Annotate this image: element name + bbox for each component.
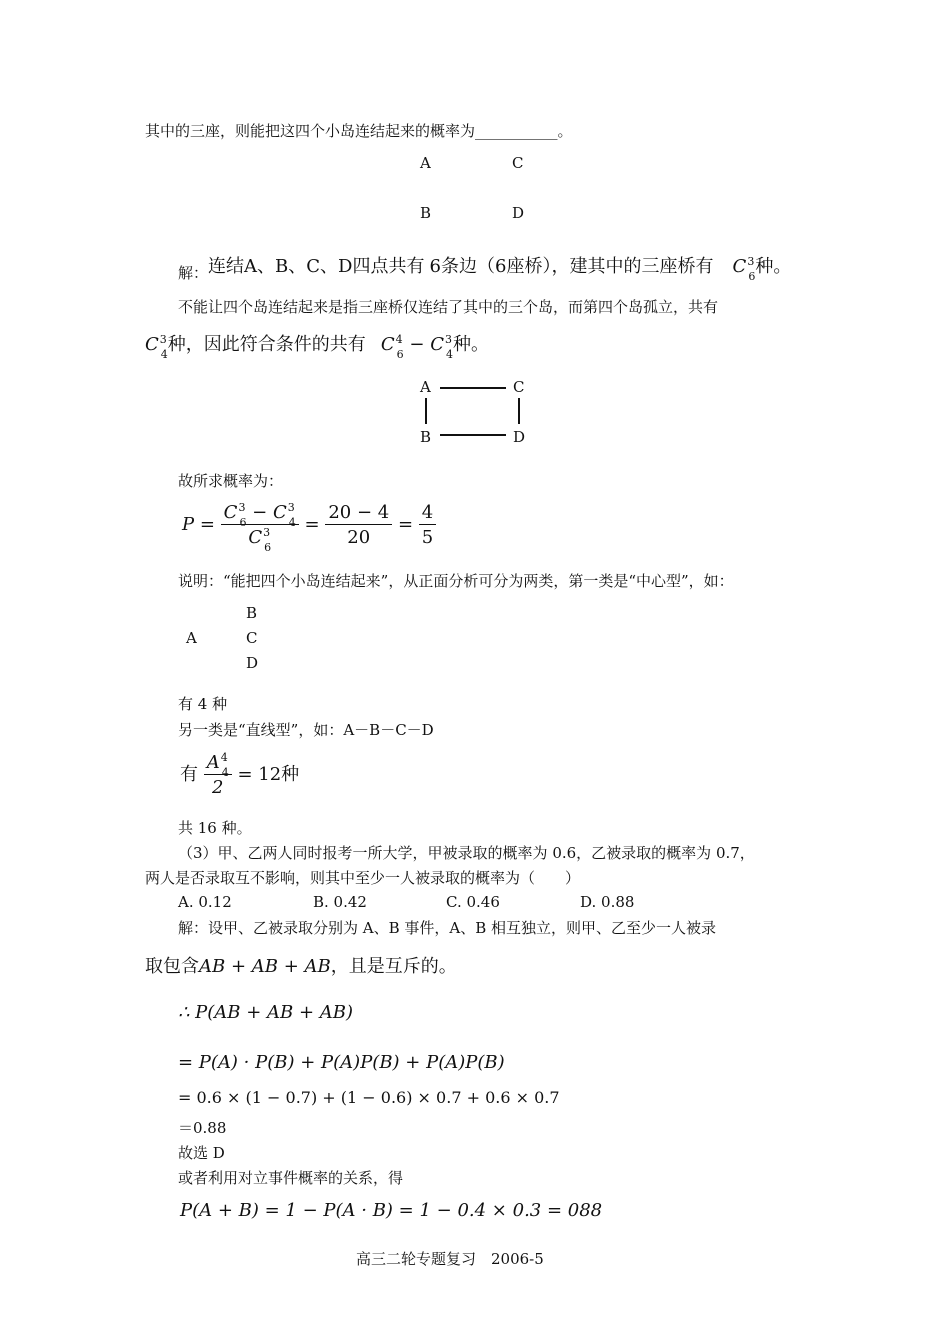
- combination-c43: [145, 333, 168, 361]
- have-prefix: 有: [180, 764, 198, 785]
- edge-cd: [518, 398, 520, 424]
- solution-text-b: 6条边（6座桥），建其中的三座桥有: [429, 256, 714, 277]
- answer-blank: ___________: [475, 122, 558, 140]
- diagram-top-c: C: [512, 154, 524, 172]
- option-a: A. 0.12: [178, 893, 232, 911]
- diagram-center-c: C: [246, 629, 258, 647]
- equation-3: = 0.6 × (1 − 0.7) + (1 − 0.6) × 0.7 + 0.6 × 0.7: [178, 1088, 560, 1107]
- c-letter: C: [430, 334, 444, 355]
- solution-text-a: 连结A、B、C、D四点共有: [208, 256, 425, 277]
- diagram-box-c: C: [513, 378, 525, 396]
- sol3-line-2: [145, 952, 457, 978]
- minus-sign: −: [246, 502, 273, 523]
- edge-ac: [440, 387, 506, 389]
- c-letter: C: [732, 256, 747, 277]
- solution-line-2: 不能让四个岛连结起来是指三座桥仅连结了其中的三个岛，而第四个岛孤立，共有: [178, 298, 719, 316]
- frac-numeric-num: 20 − 4: [325, 502, 392, 525]
- p-eq: P =: [182, 514, 215, 535]
- solution-prefix: 解：: [178, 264, 209, 282]
- c-sub: 6: [748, 270, 756, 283]
- combination-c64: [380, 333, 404, 361]
- sol3-text-b: ，且是互斥的。: [330, 956, 457, 977]
- diagram-box-a: A: [420, 378, 431, 396]
- frac-permutation: [204, 752, 232, 798]
- equation-result: ＝0.88: [178, 1119, 227, 1137]
- option-d: D. 0.88: [580, 893, 635, 911]
- c-sub: 4: [445, 348, 453, 361]
- frac-numeric-den: 20: [347, 527, 371, 548]
- c-sup: 3: [444, 333, 452, 346]
- solution-text-3a: 种，因此符合条件的共有: [167, 334, 366, 355]
- diagram-box-d: D: [513, 428, 526, 446]
- c-sup: 3: [263, 526, 271, 539]
- have-suffix: = 12种: [237, 764, 300, 785]
- equation-1: ∴ P(AB + AB + AB): [178, 1002, 354, 1023]
- eq-sign: =: [397, 514, 414, 535]
- probability-formula: [182, 501, 436, 554]
- linear-type: 另一类是“直线型”，如：A－B－C－D: [178, 721, 434, 739]
- diagram-center-a: A: [186, 629, 197, 647]
- q3-line-2: 两人是否录取互不影响，则其中至少一人被录取的概率为（ ）: [145, 869, 581, 887]
- diagram-top-b: B: [420, 204, 432, 222]
- combination-c43-b: [430, 333, 453, 361]
- c-sub: 4: [288, 516, 296, 529]
- option-b: B. 0.42: [313, 893, 367, 911]
- c-letter: C: [272, 502, 287, 523]
- or-line: 或者利用对立事件概率的关系，得: [178, 1169, 404, 1187]
- equation-2: = P(A) · P(B) + P(A)P(B) + P(A)P(B): [178, 1052, 505, 1073]
- a-sup: 4: [220, 751, 228, 764]
- a-sub: 4: [221, 766, 229, 779]
- edge-ab: [425, 398, 427, 424]
- choose-d: 故选 D: [178, 1144, 225, 1162]
- frac-result-num: 4: [419, 502, 436, 525]
- linear-count: [180, 752, 299, 798]
- have-4: 有 4 种: [178, 695, 228, 713]
- therefore-prob: 故所求概率为：: [178, 472, 284, 490]
- c-sup: 4: [395, 333, 403, 346]
- c-sub: 6: [264, 541, 272, 554]
- c-letter: C: [380, 334, 395, 355]
- frac-result: [419, 502, 436, 548]
- diagram-top-a: A: [420, 154, 431, 172]
- q3-line-1: （3）甲、乙两人同时报考一所大学，甲被录取的概率为 0.6，乙被录取的概率为 0.7，: [178, 844, 755, 862]
- c-letter: C: [145, 334, 159, 355]
- diagram-center-b: B: [246, 604, 258, 622]
- diagram-top-d: D: [512, 204, 525, 222]
- sol3-line-1: 解：设甲、乙被录取分别为 A、B 事件，A、B 相互独立，则甲、乙至少一人被录: [178, 919, 717, 937]
- c-sup: 3: [287, 501, 295, 514]
- c-sup: 3: [747, 255, 755, 268]
- question-tail: [145, 120, 573, 141]
- question-text: 其中的三座，则能把这四个小岛连结起来的概率为: [145, 122, 476, 140]
- diagram-box-b: B: [420, 428, 432, 446]
- c-sup: 3: [238, 501, 246, 514]
- a-letter: A: [206, 752, 220, 773]
- sol3-text-a: 取包含: [145, 956, 199, 977]
- page-footer: 高三二轮专题复习 2006-5: [356, 1250, 544, 1268]
- c-letter: C: [248, 527, 263, 548]
- solution-line-3: [145, 330, 489, 361]
- c-sub: 6: [239, 516, 247, 529]
- combination-c63: [732, 255, 756, 283]
- c-sub: 6: [396, 348, 404, 361]
- c-sub: 4: [160, 348, 168, 361]
- frac-numeric: [325, 502, 392, 548]
- option-c: C. 0.46: [446, 893, 500, 911]
- explanation: 说明：“能把四个小岛连结起来”，从正面分析可分为两类，第一类是“中心型”，如：: [178, 572, 734, 590]
- diagram-center-d: D: [246, 654, 259, 672]
- frac-result-den: 5: [421, 527, 434, 548]
- solution-line-1: [178, 252, 792, 283]
- equation-4: P(A + B) = 1 − P(A · B) = 1 − 0.4 × 0.3 = 088: [180, 1200, 603, 1221]
- edge-bd: [440, 434, 506, 436]
- question-end: 。: [557, 122, 573, 140]
- frac-permutation-den: 2: [212, 777, 224, 798]
- minus-sign: −: [403, 334, 431, 355]
- solution-text-3b: 种。: [452, 334, 489, 355]
- frac-combination: [221, 501, 299, 554]
- total-16: 共 16 种。: [178, 819, 252, 837]
- c-sup: 3: [159, 333, 167, 346]
- eq-sign: =: [304, 514, 320, 535]
- solution-text-c: 种。: [755, 256, 792, 277]
- event-sum: AB + AB + AB: [199, 956, 331, 977]
- c-letter: C: [223, 502, 238, 523]
